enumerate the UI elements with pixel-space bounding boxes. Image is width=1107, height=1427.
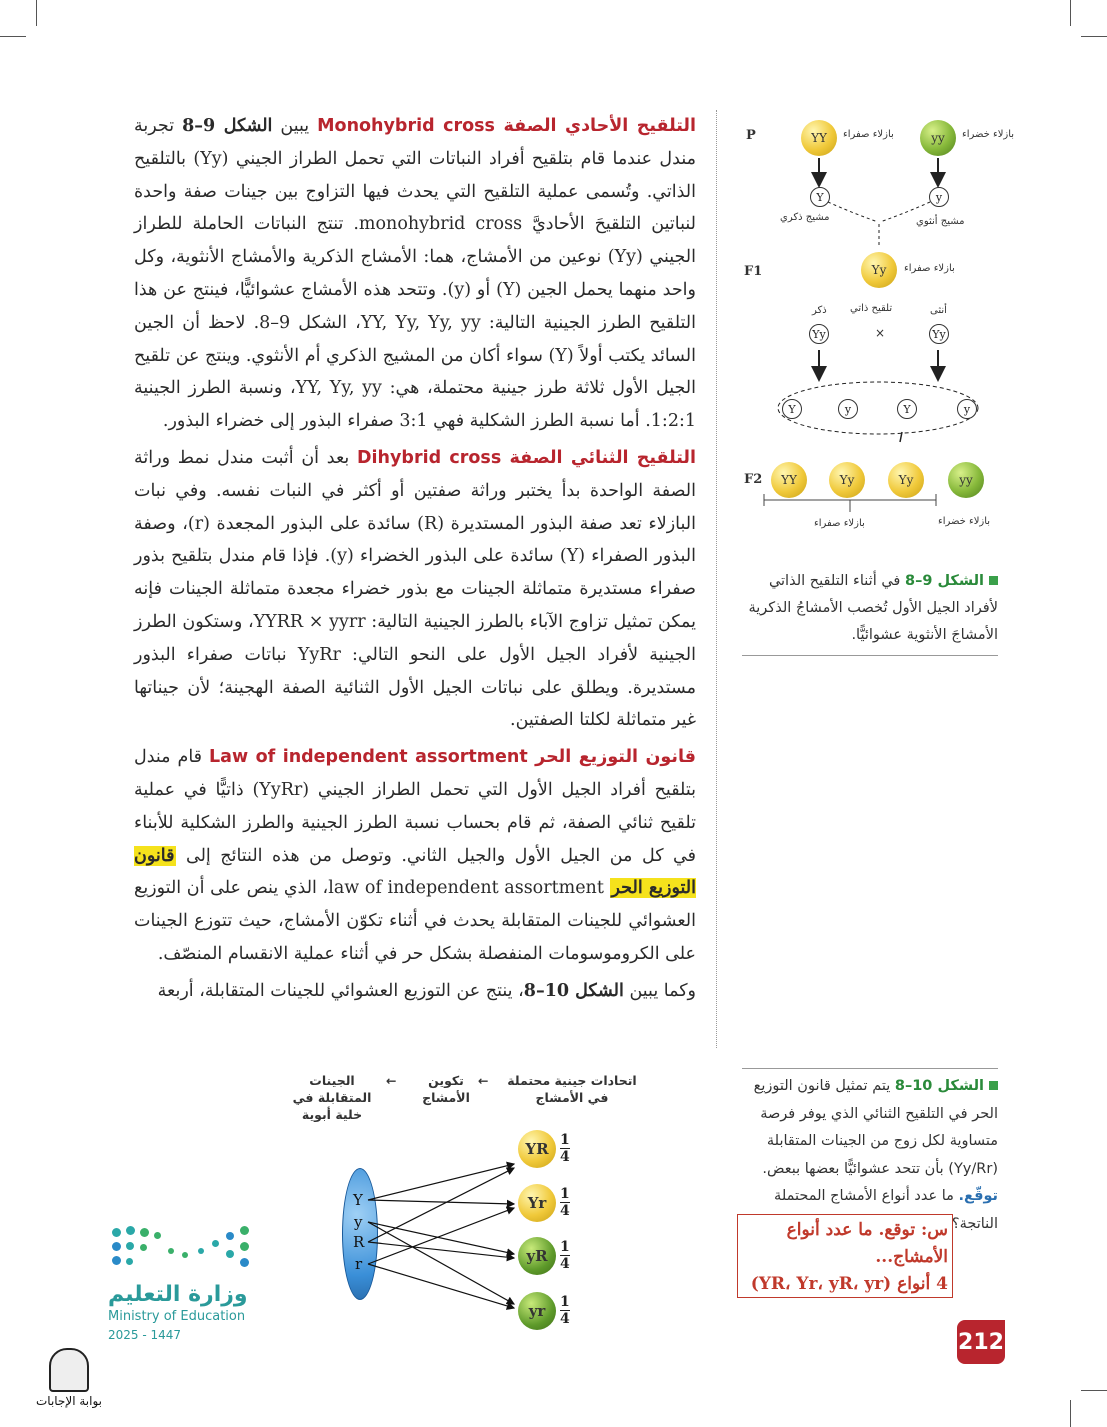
gamete-Yr: Yr: [518, 1184, 556, 1222]
crop-mark: [1081, 1390, 1107, 1391]
male-label: ذكر: [812, 305, 827, 316]
f2-pea-Yy-1: Yy: [829, 462, 865, 498]
answer-box: س: توقع. ما عدد أنواع الأمشاج... 4 أنواع (YR، Yr، yR، yr): [737, 1214, 953, 1298]
crop-mark: [0, 36, 26, 37]
ministry-english-name: Ministry of Education: [108, 1309, 246, 1324]
parent-green-pea: yy: [920, 120, 956, 156]
allele-y: y: [354, 1213, 363, 1231]
caption-marker-icon: [989, 1081, 998, 1090]
crop-mark: [36, 0, 37, 26]
probability-yR: $\frac{1}{4}$: [560, 1239, 570, 1272]
f2-yellow-label: بازلاء صفراء: [814, 518, 865, 529]
highlighted-term: قانون التوزيع الحر: [134, 845, 696, 899]
f1-gamete-4: y: [957, 399, 977, 419]
probability-Yr: $\frac{1}{4}$: [560, 1186, 570, 1219]
yellow-pea-label: بازلاء صفراء: [843, 129, 894, 140]
figure-ref-9-8: الشكل 9–8: [182, 116, 273, 136]
crop-mark: [1081, 36, 1107, 37]
assortment-lines: [280, 1068, 660, 1338]
caption-figure-10-8: الشكل 10–8 يتم تمثيل قانون التوزيع الحر في التلقيح الثنائي الذي يوفر فرصة متساوية لكل زوج من الجينات المتقابلة (Yy/Rr) بأن تتحد عشوائيًّا بعضها ببعض. توقّع. ما عدد أنواع الأمشاج المحتملة الناتجة؟: [742, 1068, 998, 1238]
heading-monohybrid: التلقيح الأحادي الصفة Monohybrid cross: [317, 116, 696, 136]
f1-gamete-1: Y: [782, 399, 802, 419]
f1-female: Yy: [929, 324, 949, 344]
green-pea-label: بازلاء خضراء: [962, 129, 1015, 140]
cross-symbol: ×: [875, 326, 886, 340]
generation-p-label: P: [746, 128, 756, 143]
female-gamete-label: مشيج أنثوي: [916, 216, 965, 227]
heading-independent-assortment: قانون التوزيع الحر Law of independent assortment: [208, 747, 696, 768]
paragraph-monohybrid: التلقيح الأحادي الصفة Monohybrid cross يبين الشكل 9–8 تجربة مندل عندما قام بتلقيح أفراد النباتات التي تحمل الطراز الجيني (Yy) بالتلقيح الذاتي. وتُسمى عملية التلقيح التي يحدث فيها التزاوج بين جينات صفة واحدة لنباتين التلقيحَ الأحاديَّ monohybrid cross. تنتج النباتات الحاملة للطراز الجيني (Yy) نوعين من الأمشاج، هما: الأمشاج الذكرية والأمشاج الأنثوية، وكل واحد منهما يحمل الجين (Y) أو (y). وتتحد هذه الأمشاج عشوائيًّا، فينتج عن هذا التلقيح الطرز الجينية التالية: YY, Yy, Yy, yy، الشكل 9–8. لاحظ أن الجين السائد يكتب أولاً (Y) سواء أكان من المشيج الذكري أم الأنثوي. وينتج عن تلقيح الجيل الأول ثلاثة طرز جينية محتملة، هي: YY, Yy, yy، ونسبة الطرز الجينية 1:2:1. أما نسبة الطرز الشكلية فهي 3:1 صفراء البذور إلى خضراء البذور.: [134, 116, 696, 432]
f1-yellow-pea: Yy: [861, 252, 897, 288]
allele-r: r: [355, 1255, 363, 1273]
allele-R: R: [353, 1233, 365, 1251]
main-text-column: [134, 110, 696, 1012]
f1-pea-label: بازلاء صفراء: [904, 263, 955, 274]
generation-f2-label: F2: [744, 472, 763, 487]
logo-dots-icon: [108, 1218, 268, 1278]
header-alleles: الجينات المتقابلة في خلية أبوية: [292, 1073, 372, 1122]
female-gamete: y: [929, 187, 949, 207]
paragraph-continuation: وكما يبين الشكل 10–8، ينتج عن التوزيع العشوائي للجينات المتقابلة، أربعة: [157, 980, 696, 1001]
predict-label: توقّع.: [958, 1188, 998, 1204]
f2-pea-YY: YY: [771, 462, 807, 498]
f2-green-label: بازلاء خضراء: [938, 516, 991, 527]
probability-yr: $\frac{1}{4}$: [560, 1294, 570, 1327]
figure-ref-10-8: الشكل 10–8: [523, 980, 624, 1001]
figure-9-8-monohybrid-cross: [740, 112, 1030, 542]
self-pollination-label: تلقيح ذاتي: [850, 303, 893, 314]
heading-dihybrid: التلقيح الثنائي الصفة Dihybrid cross: [357, 447, 696, 468]
paragraph-dihybrid: التلقيح الثنائي الصفة Dihybrid cross بعد أن أثبت مندل نمط وراثة الصفة الواحدة بدأ يختبر وراثة صفتين أو أكثر في النبات نفسه. وفي نبات البازلاء تعد صفة البذور المستديرة (R) سائدة على البذور المجعدة (r)، وصفة البذور الصفراء (Y) سائدة على البذور الخضراء (y). فإذا قام مندل بتلقيح بذور صفراء مستديرة متماثلة الجينات مع بذور خضراء مجعدة متماثلة الجينات فإنه يمكن تمثيل تزاوج الآباء بالطرز الجينية التالية: YYRR × yyrr، وستكون الطرز الجينية لأفراد الجيل الأول على النحو التالي: YyRr نباتات صفراء البذور مستديرة. ويطلق على نباتات الجيل الأول الثنائية الصفة الهجينة؛ لأن جيناتها غير متماثلة لكلتا الصفتين.: [134, 447, 696, 731]
caption-marker-icon: [989, 576, 998, 585]
ministry-year: 2025 - 1447: [108, 1328, 182, 1342]
f2-pea-yy: yy: [948, 462, 984, 498]
f2-pea-Yy-2: Yy: [888, 462, 924, 498]
header-arrow-1: ←: [386, 1073, 397, 1088]
probability-YR: $\frac{1}{4}$: [560, 1132, 570, 1165]
f1-gamete-2: y: [838, 399, 858, 419]
male-gamete: Y: [810, 187, 830, 207]
figure-10-8-independent-assortment: [280, 1068, 660, 1338]
gamete-yR: yR: [518, 1237, 556, 1275]
ministry-logo: [108, 1218, 268, 1342]
header-gametes: تكوين الأمشاج: [422, 1073, 470, 1105]
header-combinations: اتحادات جينية محتملة في الأمشاج: [507, 1073, 637, 1105]
gamete-YR: YR: [518, 1130, 556, 1168]
watermark-text: بوابة الإجابات: [35, 1394, 102, 1408]
caption-figure-9-8: الشكل 9–8 في أثناء التلقيح الذاتي لأفراد الجيل الأول تُخصب الأمشاجُ الذكرية الأمشاجَ الأنثوية عشوائيًّا.: [742, 568, 998, 656]
watermark: [28, 1348, 110, 1408]
ministry-arabic-name: وزارة التعليم: [108, 1282, 248, 1307]
gamete-yr: yr: [518, 1292, 556, 1330]
f1-gamete-3: Y: [897, 399, 917, 419]
male-gamete-label: مشيج ذكري: [780, 212, 830, 223]
f1-male: Yy: [809, 324, 829, 344]
column-divider: [716, 110, 717, 1048]
crop-mark: [1070, 0, 1071, 26]
parent-yellow-pea: YY: [801, 120, 837, 156]
allele-Y: Y: [353, 1191, 363, 1209]
paragraph-independent-assortment: قانون التوزيع الحر Law of independent assortment قام مندل بتلقيح أفراد الجيل الأول التي تحمل الطراز الجيني (YyRr) ذاتيًّا في عملية تلقيح ثنائي الصفة، ثم قام بحساب نسبة الطرز الجينية والطرز الشكلية للأبناء في كل من الجيل الأول والجيل الثاني. وتوصل من هذه النتائج إلى قانون التوزيع الحر law of independent assortment، الذي ينص على أن التوزيع العشوائي للجينات المتقابلة يحدث في أثناء تكوّن الأمشاج، حيث تتوزع الجينات على الكروموسومات المنفصلة بشكل حر في أثناء عملية الانقسام المنصّف.: [134, 747, 696, 964]
crop-mark: [1070, 1400, 1071, 1427]
female-label: أنثى: [930, 305, 947, 316]
generation-f1-label: F1: [744, 264, 763, 279]
page-number: 212: [957, 1320, 1005, 1364]
header-arrow-2: ←: [478, 1073, 489, 1088]
watermark-building-icon: [49, 1348, 89, 1392]
